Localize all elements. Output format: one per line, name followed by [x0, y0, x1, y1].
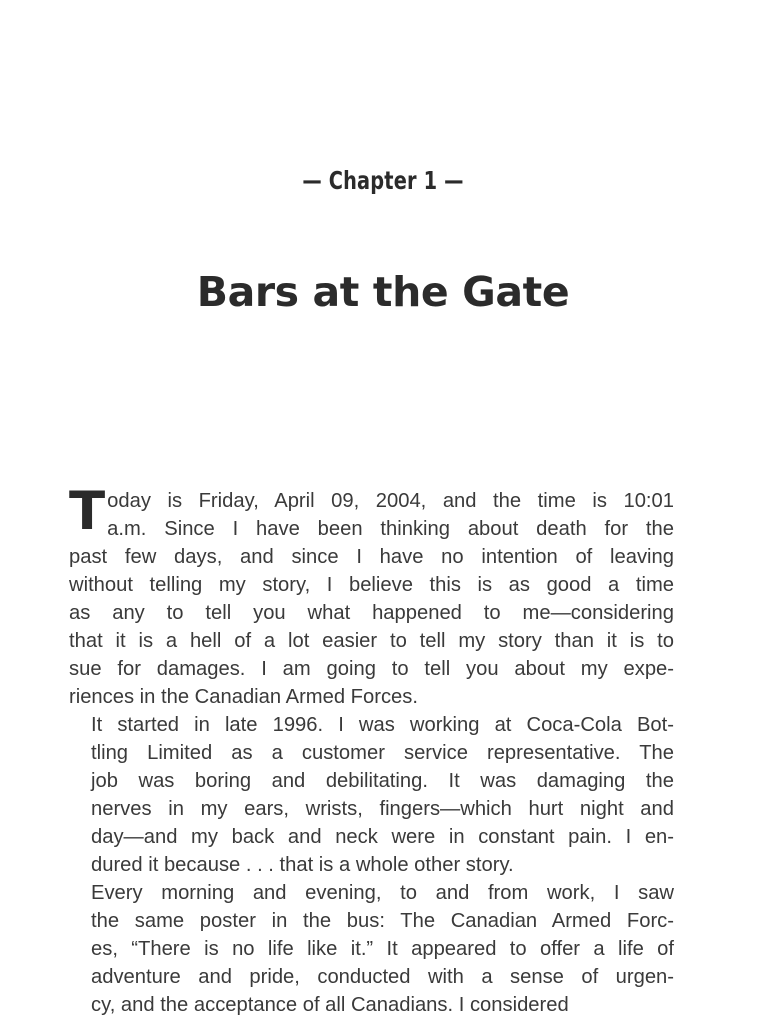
body-text-column [69, 481, 674, 1019]
text-line: riences in the Canadian Armed Forces. [69, 686, 418, 708]
text-line: nerves in my ears, wrists, fingers—which hurt night and [91, 798, 674, 820]
paragraph-1 [69, 481, 674, 711]
text-line: es, “There is no life like it.” It appeared to offer a life of [91, 938, 674, 960]
chapter-header [0, 166, 766, 316]
text-line: that it is a hell of a lot easier to tell my story than it is to [69, 630, 674, 652]
text-line: as any to tell you what happened to me—considering [69, 602, 674, 624]
paragraph-1-lines [69, 481, 674, 711]
text-line: day—and my back and neck were in constant pain. I en- [91, 826, 674, 848]
text-line: without telling my story, I believe this is as good a time [69, 574, 674, 596]
paragraph-2 [69, 711, 674, 879]
paragraph-3 [69, 879, 674, 1019]
text-line: cy, and the acceptance of all Canadians. I considered [91, 994, 569, 1016]
text-line: adventure and pride, conducted with a sense of urgen- [91, 966, 674, 988]
text-line: sue for damages. I am going to tell you about my expe- [69, 658, 674, 680]
chapter-title: Bars at the Gate [196, 268, 570, 316]
text-line: oday is Friday, April 09, 2004, and the time is 10:01 [107, 490, 674, 512]
text-line: dured it because . . . that is a whole other story. [91, 854, 514, 876]
paragraph-2-lines [69, 711, 674, 879]
chapter-label: — Chapter 1 — [302, 166, 464, 195]
text-line: It started in late 1996. I was working at Coca-Cola Bot- [91, 714, 674, 736]
paragraph-3-lines [69, 879, 674, 1019]
text-line: Every morning and evening, to and from work, I saw [91, 882, 674, 904]
text-line: tling Limited as a customer service representative. The [91, 742, 674, 764]
drop-cap: T [69, 481, 106, 542]
text-line: past few days, and since I have no intention of leaving [69, 546, 674, 568]
text-line: the same poster in the bus: The Canadian Armed Forc- [91, 910, 674, 932]
text-line: job was boring and debilitating. It was damaging the [91, 770, 674, 792]
text-line: a.m. Since I have been thinking about death for the [107, 518, 674, 540]
